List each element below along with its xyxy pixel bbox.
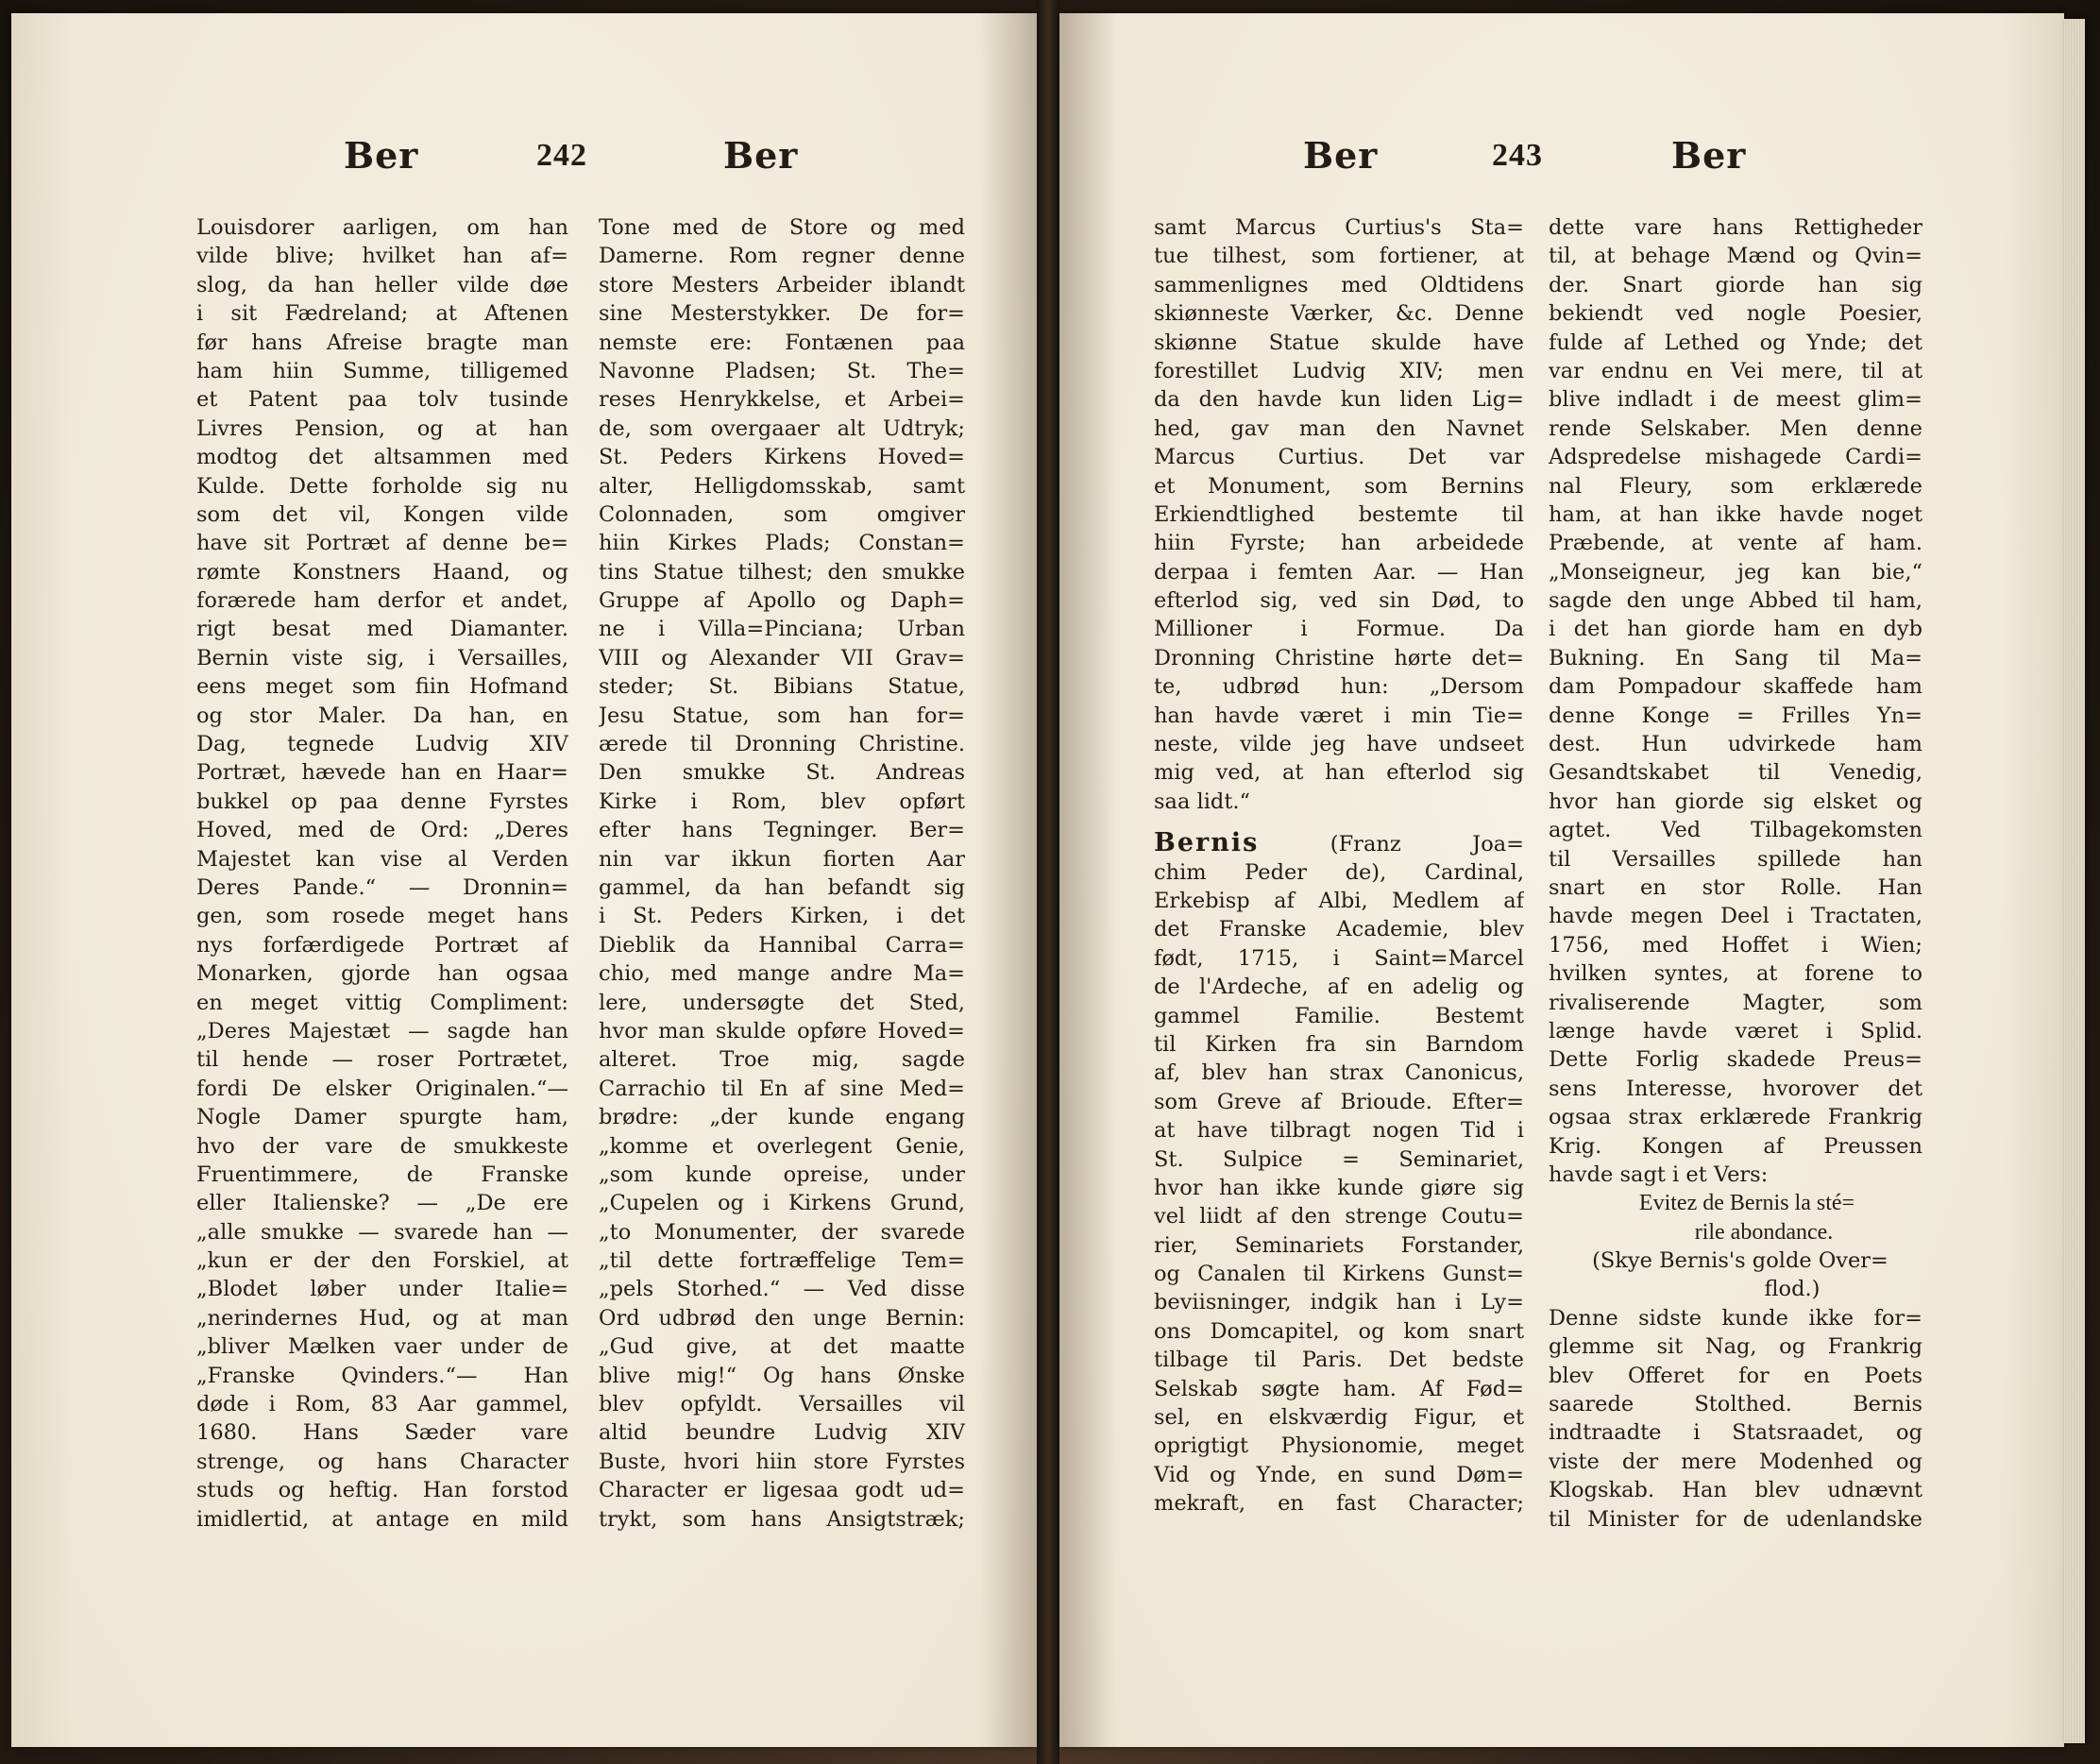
text-line: bukkel op paa denne Fyrstes — [196, 789, 568, 814]
text-line: Damerne. Rom regner denne — [599, 244, 965, 269]
text-line: „kun er der den Forskiel, at — [196, 1248, 568, 1274]
text-line: Ord udbrød den unge Bernin: — [599, 1305, 965, 1331]
text-line: Kirke i Rom, blev opført — [599, 789, 965, 814]
text-line: da den havde kun liden Lig= — [1154, 387, 1524, 413]
text-line: ham hiin Summe, tilligemed — [196, 358, 568, 383]
verse-quote — [1549, 1189, 1922, 1304]
text-line: gen, som rosede meget hans — [196, 904, 568, 929]
text-line: nys forfærdigede Portræt af — [196, 932, 568, 958]
text-line: VIII og Alexander VII Grav= — [599, 645, 965, 670]
text-line: Selskab søgte ham. Af Fød= — [1154, 1376, 1524, 1401]
text-line: Portræt, hævede han en Haar= — [196, 760, 568, 786]
text-line: rier, Seminariets Forstander, — [1154, 1232, 1524, 1258]
text-line: Adspredelse mishagede Cardi= — [1549, 445, 1922, 470]
text-line: han havde været i min Tie= — [1154, 703, 1524, 728]
running-head-left: Ber — [344, 134, 419, 177]
text-line: blev opfyldt. Versailles vil — [599, 1392, 965, 1417]
text-line: et Patent paa tolv tusinde — [196, 387, 568, 413]
text-line: Tone med de Store og med — [599, 215, 965, 240]
running-head-right: Ber — [723, 134, 799, 177]
text-line: af, blev han strax Canonicus, — [1154, 1060, 1524, 1086]
text-line: sel, en elskværdig Figur, et — [1154, 1405, 1524, 1431]
text-line: St. Peders Kirkens Hoved= — [599, 445, 965, 470]
text-line: efter hans Tegninger. Ber= — [599, 818, 965, 843]
left-page-column-2 — [599, 213, 965, 1534]
running-head-right: Ber — [1671, 134, 1747, 177]
text-line: blev Offeret for en Poets — [1549, 1363, 1922, 1388]
text-line: oprigtigt Physionomie, meget — [1154, 1433, 1524, 1459]
text-line: Millioner i Formue. Da — [1154, 617, 1524, 642]
text-line: nin var ikkun fiorten Aar — [599, 846, 965, 872]
text-line: til Kirken fra sin Barndom — [1154, 1031, 1524, 1057]
text-line: 1680. Hans Sæder vare — [196, 1420, 568, 1446]
text-line: vel liidt af den strenge Coutu= — [1154, 1204, 1524, 1230]
text-line: Erkebisp af Albi, Medlem af — [1154, 888, 1524, 913]
entry-first-line — [1154, 829, 1524, 857]
text-line: havde sagt i et Vers: — [1549, 1162, 1769, 1187]
text-line: hiin Fyrste; han arbeidede — [1154, 531, 1524, 556]
text-line: rivaliserende Magter, som — [1549, 990, 1922, 1015]
text-line: beviisninger, indgik han i Ly= — [1154, 1290, 1524, 1315]
entry-headword: Bernis — [1154, 829, 1260, 858]
text-line: Majestet kan vise al Verden — [196, 846, 568, 872]
text-line: rigt besat med Diamanter. — [196, 617, 568, 642]
text-line: ogsaa strax erklærede Frankrig — [1549, 1105, 1922, 1130]
text-line: mekraft, en fast Character; — [1154, 1491, 1524, 1517]
text-line: fulde af Lethed og Ynde; det — [1549, 330, 1922, 355]
text-line: gammel, da han befandt sig — [599, 874, 965, 900]
text-line: rende Selskaber. Men denne — [1549, 416, 1922, 441]
text-line: Gesandtskabet til Venedig, — [1549, 760, 1922, 786]
text-line: hed, gav man den Navnet — [1154, 416, 1524, 441]
quote-line-4: flod.) — [1764, 1277, 1821, 1302]
text-line: Dette Forlig skadede Preus= — [1549, 1047, 1922, 1073]
text-line: dest. Hun udvirkede ham — [1549, 732, 1922, 757]
text-line: viste der mere Modenhed og — [1549, 1449, 1922, 1474]
text-line: som Greve af Brioude. Efter= — [1154, 1089, 1524, 1114]
text-line: Klogskab. Han blev udnævnt — [1549, 1478, 1922, 1503]
text-line: Deres Pande.“ — Dronnin= — [196, 874, 568, 900]
text-line: hvor man skulde opføre Hoved= — [599, 1018, 965, 1043]
page-edges — [2064, 19, 2085, 1743]
text-line: til hende — roser Portrætet, — [196, 1047, 568, 1073]
quote-line-3: (Skye Bernis's golde Over= — [1592, 1248, 1888, 1274]
text-line: „Monseigneur, jeg kan bie,“ — [1549, 559, 1922, 585]
book-gutter — [1037, 0, 1059, 1764]
text-line: „bliver Mælken vaer under de — [196, 1334, 568, 1360]
text-line: store Mesters Arbeider iblandt — [599, 272, 965, 297]
text-line: Marcus Curtius. Det var — [1154, 445, 1524, 470]
text-line: „pels Storhed.“ — Ved disse — [599, 1277, 965, 1302]
text-line: der. Snart giorde han sig — [1549, 272, 1922, 297]
text-line: forærede ham derfor et andet, — [196, 588, 568, 614]
text-line: „Gud give, at det maatte — [599, 1334, 965, 1360]
text-line: alter, Helligdomsskab, samt — [599, 473, 965, 499]
left-page — [11, 13, 1037, 1747]
column-text-continued — [1549, 1304, 1922, 1534]
text-line: rømte Konstners Haand, og — [196, 559, 568, 585]
text-line: Bukning. En Sang til Ma= — [1549, 645, 1922, 670]
text-line: mig ved, at han efterlod sig — [1154, 760, 1524, 786]
text-line: Dieblik da Hannibal Carra= — [599, 932, 965, 958]
text-line: „til dette fortræffelige Tem= — [599, 1248, 965, 1274]
text-line: skiønneste Værker, &c. Denne — [1154, 301, 1524, 327]
right-page-column-2 — [1549, 213, 1922, 1534]
running-head-left: Ber — [1303, 134, 1379, 177]
text-line: St. Sulpice = Seminariet, — [1154, 1146, 1524, 1172]
text-line: „to Monumenter, der svarede — [599, 1219, 965, 1245]
text-line: eller Italienske? — „De ere — [196, 1191, 568, 1216]
text-line: de, som overgaaer alt Udtryk; — [599, 416, 965, 441]
text-line: strenge, og hans Character — [196, 1449, 568, 1474]
text-line: og stor Maler. Da han, en — [196, 703, 568, 728]
text-line: eens meget som fiin Hofmand — [196, 674, 568, 700]
text-line: sens Interesse, hvorover det — [1549, 1076, 1922, 1101]
text-line: Nogle Damer spurgte ham, — [196, 1105, 568, 1130]
text-line: saarede Stolthed. Bernis — [1549, 1392, 1922, 1417]
text-line: et Monument, som Bernins — [1154, 473, 1524, 499]
text-line: blive mig!“ Og hans Ønske — [599, 1363, 965, 1388]
text-line: i St. Peders Kirken, i det — [599, 904, 965, 929]
text-line: lere, undersøgte det Sted, — [599, 990, 965, 1015]
quote-line-1: Evitez de Bernis la sté= — [1638, 1191, 1855, 1216]
text-line: efterlod sig, ved sin Død, to — [1154, 588, 1524, 614]
text-line: tilbage til Paris. Det bedste — [1154, 1348, 1524, 1373]
text-line: dam Pompadour skaffede ham — [1549, 674, 1922, 700]
entry-first-line-rest: (Franz Joa= — [1329, 832, 1524, 857]
text-line: alteret. Troe mig, sagde — [599, 1047, 965, 1073]
text-line: Jesu Statue, som han for= — [599, 703, 965, 728]
text-line: Monarken, gjorde han ogsaa — [196, 961, 568, 987]
text-line: trykt, som hans Ansigtstræk; — [599, 1506, 965, 1532]
text-line: gammel Familie. Bestemt — [1154, 1003, 1524, 1028]
text-line: dette vare hans Rettigheder — [1549, 215, 1922, 240]
text-line: „Franske Qvinders.“— Han — [196, 1363, 568, 1388]
text-line: nemste ere: Fontænen paa — [599, 330, 965, 355]
text-line: Livres Pension, og at han — [196, 416, 568, 441]
text-line: Den smukke St. Andreas — [599, 760, 965, 786]
text-line: Hoved, med de Ord: „Deres — [196, 818, 568, 843]
text-line: hvor han giorde sig elsket og — [1549, 789, 1922, 814]
text-line: slog, da han heller vilde døe — [196, 272, 568, 297]
right-page — [1059, 13, 2064, 1747]
text-line: sagde den unge Abbed til ham, — [1549, 588, 1922, 614]
text-line: Dag, tegnede Ludvig XIV — [196, 732, 568, 757]
text-line: Erkiendtlighed bestemte til — [1154, 501, 1524, 527]
text-line: længe havde været i Splid. — [1549, 1018, 1922, 1043]
text-line: hiin Kirkes Plads; Constan= — [599, 531, 965, 556]
text-line: „Deres Majestæt — sagde han — [196, 1018, 568, 1043]
text-line: derpaa i femten Aar. — Han — [1154, 559, 1524, 585]
text-line: ærede til Dronning Christine. — [599, 732, 965, 757]
text-line: tue tilhest, som fortiener, at — [1154, 244, 1524, 269]
text-line: i det han giorde ham en dyb — [1549, 617, 1922, 642]
entry-bernis-body — [1154, 858, 1524, 1518]
text-line: døde i Rom, 83 Aar gammel, — [196, 1392, 568, 1417]
text-line: Carrachio til En af sine Med= — [599, 1076, 965, 1101]
text-line: forestillet Ludvig XIV; men — [1154, 358, 1524, 383]
text-line: Præbende, at vente af ham. — [1549, 531, 1922, 556]
text-line: Navonne Pladsen; St. The= — [599, 358, 965, 383]
text-line: agtet. Ved Tilbagekomsten — [1549, 818, 1922, 843]
text-line: brødre: „der kunde engang — [599, 1105, 965, 1130]
text-line: glemme sit Nag, og Frankrig — [1549, 1334, 1922, 1360]
text-line: fordi De elsker Originalen.“— — [196, 1076, 568, 1101]
text-line: chim Peder de), Cardinal, — [1154, 859, 1524, 885]
text-line: denne Konge = Frilles Yn= — [1549, 703, 1922, 728]
text-line: imidlertid, at antage en mild — [196, 1506, 568, 1532]
column-text — [1549, 213, 1922, 1189]
text-line: „alle smukke — svarede han — — [196, 1219, 568, 1245]
text-line: hvo der vare de smukkeste — [196, 1133, 568, 1159]
right-page-header — [1059, 134, 2064, 191]
text-line: Gruppe af Apollo og Daph= — [599, 588, 965, 614]
text-line: til Versailles spillede han — [1549, 846, 1922, 872]
text-line: „Blodet løber under Italie= — [196, 1277, 568, 1302]
text-line: og Canalen til Kirkens Gunst= — [1154, 1262, 1524, 1287]
quote-line-2: rile abondance. — [1694, 1219, 1834, 1245]
text-line: bekiendt ved nogle Poesier, — [1549, 301, 1922, 327]
text-line: til Minister for de udenlandske — [1549, 1506, 1922, 1532]
text-line: neste, vilde jeg have undseet — [1154, 732, 1524, 757]
text-line: altid beundre Ludvig XIV — [599, 1420, 965, 1446]
text-line: ham, at han ikke havde noget — [1549, 501, 1922, 527]
text-line: samt Marcus Curtius's Sta= — [1154, 215, 1524, 240]
text-line: saa lidt.“ — [1154, 789, 1251, 814]
text-line: de l'Ardeche, af en adelig og — [1154, 975, 1524, 1000]
text-line: indtraadte i Statsraadet, og — [1549, 1420, 1922, 1446]
text-line: „komme et overlegent Genie, — [599, 1133, 965, 1159]
text-line: Denne sidste kunde ikke for= — [1549, 1305, 1922, 1331]
text-line: Character er ligesaa godt ud= — [599, 1478, 965, 1503]
text-line: modtog det altsammen med — [196, 445, 568, 470]
text-line: studs og heftig. Han forstod — [196, 1478, 568, 1503]
text-line: Colonnaden, som omgiver — [599, 501, 965, 527]
continued-entry — [1154, 213, 1524, 816]
text-line: „nerindernes Hud, og at man — [196, 1305, 568, 1331]
text-line: „Cupelen og i Kirkens Grund, — [599, 1191, 965, 1216]
text-line: Louisdorer aarligen, om han — [196, 215, 568, 240]
text-line: til, at behage Mænd og Qvin= — [1549, 244, 1922, 269]
text-line: Kulde. Dette forholde sig nu — [196, 473, 568, 499]
page-number: 242 — [536, 138, 587, 173]
text-line: i sit Fædreland; at Aftenen — [196, 301, 568, 327]
text-line: før hans Afreise bragte man — [196, 330, 568, 355]
text-line: som det vil, Kongen vilde — [196, 501, 568, 527]
text-line: ne i Villa=Pinciana; Urban — [599, 617, 965, 642]
text-line: hvor han ikke kunde giøre sig — [1154, 1175, 1524, 1200]
text-line: blive indladt i de meest glim= — [1549, 387, 1922, 413]
text-line: „som kunde opreise, under — [599, 1162, 965, 1187]
text-line: havde megen Deel i Tractaten, — [1549, 904, 1922, 929]
text-line: sine Mesterstykker. De for= — [599, 301, 965, 327]
text-line: skiønne Statue skulde have — [1154, 330, 1524, 355]
text-line: Bernin viste sig, i Versailles, — [196, 645, 568, 670]
text-line: en meget vittig Compliment: — [196, 990, 568, 1015]
page-number: 243 — [1492, 138, 1543, 173]
text-line: sammenlignes med Oldtidens — [1154, 272, 1524, 297]
left-page-header — [11, 134, 1037, 191]
text-line: 1756, med Hoffet i Wien; — [1549, 932, 1922, 958]
text-line: Vid og Ynde, en sund Døm= — [1154, 1462, 1524, 1487]
text-line: at have tilbragt nogen Tid i — [1154, 1118, 1524, 1144]
text-line: hvilken syntes, at forene to — [1549, 961, 1922, 987]
text-line: Dronning Christine hørte det= — [1154, 645, 1524, 670]
text-line: have sit Portræt af denne be= — [196, 531, 568, 556]
text-line: reses Henrykkelse, et Arbei= — [599, 387, 965, 413]
text-line: Buste, hvori hiin store Fyrstes — [599, 1449, 965, 1474]
text-line: te, udbrød hun: „Dersom — [1154, 674, 1524, 700]
text-line: Fruentimmere, de Franske — [196, 1162, 568, 1187]
text-line: vilde blive; hvilket han af= — [196, 244, 568, 269]
text-line: nal Fleury, som erklærede — [1549, 473, 1922, 499]
text-line: tins Statue tilhest; den smukke — [599, 559, 965, 585]
text-line: født, 1715, i Saint=Marcel — [1154, 945, 1524, 971]
text-line: var endnu en Vei mere, til at — [1549, 358, 1922, 383]
text-line: det Franske Academie, blev — [1154, 917, 1524, 942]
right-page-column-1 — [1154, 213, 1524, 1518]
text-line: ons Domcapitel, og kom snart — [1154, 1318, 1524, 1344]
left-page-column-1 — [196, 213, 568, 1534]
text-line: chio, med mange andre Ma= — [599, 961, 965, 987]
text-line: Krig. Kongen af Preussen — [1549, 1133, 1922, 1159]
text-line: steder; St. Bibians Statue, — [599, 674, 965, 700]
text-line: snart en stor Rolle. Han — [1549, 874, 1922, 900]
